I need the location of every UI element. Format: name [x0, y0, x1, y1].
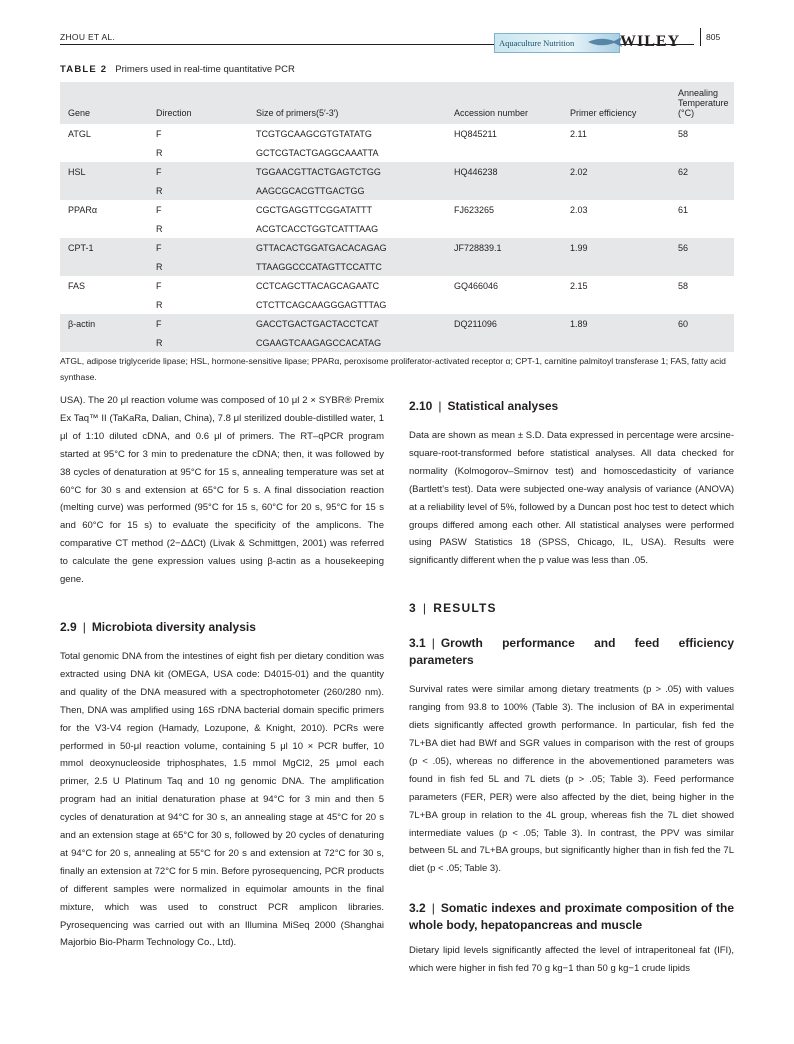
statistics-paragraph: Data are shown as mean ± S.D. Data expressed in percentage were arcsine-square-root-transformed before statistical analyses. All data checked for normality (Kolmogorov–Smirnov test) and homoscedasticity of variance (Bartlett's test). Data were subjected one-way analysis of variance (ANOVA) at a reliability level of 5%, followed by a Duncan post hoc test to detect which groups differed among each other. All statistical analyses were performed using PASW Statistics 18 (SPSS, Chicago, IL, USA). Results were significantly different when the p value was less than .05.	[409, 430, 734, 567]
table-row	[60, 200, 734, 219]
left-column	[60, 392, 384, 952]
cell-accession	[446, 181, 562, 200]
cell-direction: R	[148, 257, 248, 276]
table-row	[60, 295, 734, 314]
cell-gene: ATGL	[68, 128, 91, 139]
table-row	[60, 124, 734, 143]
cell-accession: JF728839.1	[446, 238, 562, 257]
cell-gene	[60, 143, 148, 162]
section-2-9-heading: 2.9 | Microbiota diversity analysis	[60, 619, 256, 634]
col-header-accession: Accession number	[454, 108, 529, 118]
section-2-10-heading: 2.10 | Statistical analyses	[409, 399, 559, 413]
cell-primer-sequence: AAGCGCACGTTGACTGG	[248, 181, 446, 200]
cell-efficiency	[562, 143, 670, 162]
publisher-logo: WILEY	[620, 33, 681, 50]
cell-efficiency: 1.99	[562, 238, 670, 257]
cell-direction: F	[148, 162, 248, 181]
cell-gene: PPARα	[68, 204, 98, 215]
cell-accession: FJ623265	[454, 204, 495, 215]
qpcr-paragraph: USA). The 20 μl reaction volume was composed of 10 μl 2 × SYBR® Premix Ex Taq™ II (TaKaRa, Dalian, China), 7.8 μl sterilized double-distilled water, 1 μl of 1:10 diluted cDNA, and 0.6 μl of primers. The RT–qPCR program started at 95°C for 3 min to predenature the cDNA; then, it was followed by 38 cycles of denaturation at 95°C for 15 s, annealing temperature was set at 60°C for 30 s and extension at 65°C for 5 s. A final dissociation reaction (melting curve) was performed (95°C for 15 s, 60°C for 20 s, 95°C for 15 s and 60°C for 15 s) to evaluate the specificity of the amplicons. The comparative CT method (2−ΔΔCt) (Livak & Schmittgen, 2001) was referred to calculate the gene expression values using β-actin as a housekeeping gene.	[60, 395, 384, 586]
cell-gene: HSL	[60, 162, 148, 181]
cell-efficiency	[562, 257, 670, 276]
cell-accession	[446, 257, 562, 276]
cell-efficiency	[562, 181, 670, 200]
section-number: 3.1	[409, 636, 426, 651]
col-header-direction: Direction	[156, 108, 192, 118]
cell-direction: R	[148, 181, 248, 200]
cell-accession: HQ845211	[454, 128, 497, 139]
cell-direction: F	[148, 238, 248, 257]
cell-efficiency: 1.89	[562, 314, 670, 333]
cell-accession: HQ446238	[446, 162, 562, 181]
cell-primer-sequence: CTCTTCAGCAAGGGAGTTTAG	[256, 299, 387, 310]
cell-gene	[60, 295, 148, 314]
cell-direction: F	[148, 314, 248, 333]
table-row	[60, 333, 734, 352]
cell-efficiency	[562, 219, 670, 238]
cell-gene	[60, 219, 148, 238]
col-header-annealing: Annealing Temperature (°C)	[678, 88, 729, 118]
col-header-efficiency: Primer efficiency	[570, 108, 637, 118]
section-number: 3	[409, 601, 417, 616]
cell-direction: F	[156, 280, 162, 291]
cell-accession	[446, 333, 562, 352]
cell-direction: R	[148, 333, 248, 352]
page-number: 805	[706, 32, 721, 42]
cell-primer-sequence: TTAAGGCCCATAGTTCCATTC	[248, 257, 446, 276]
cell-primer-sequence: CCTCAGCTTACAGCAGAATC	[256, 280, 380, 291]
table-row	[60, 219, 734, 238]
table-header-row	[60, 82, 734, 124]
table-row	[60, 276, 734, 295]
table-caption	[60, 64, 295, 75]
section-title: Microbiota diversity analysis	[91, 619, 256, 634]
cell-accession: GQ466046	[454, 280, 499, 291]
cell-annealing-temp	[670, 143, 734, 162]
cell-direction: R	[156, 223, 163, 234]
cell-direction: F	[156, 204, 162, 215]
table-row	[60, 257, 734, 276]
col-header-size: Size of primers(5′-3′)	[256, 108, 339, 118]
section-number: 3.2	[409, 901, 426, 916]
cell-primer-sequence: GTTACACTGGATGACACAGAG	[248, 238, 446, 257]
cell-annealing-temp: 62	[670, 162, 734, 181]
somatic-paragraph: Dietary lipid levels significantly affected the level of intraperitoneal fat (IFI), which were higher in fish fed 70 g kg−1 than 50 g kg−1 crude lipids	[409, 945, 734, 975]
section-number: 2.10	[409, 399, 433, 413]
primer-table	[60, 82, 734, 352]
cell-annealing-temp	[670, 257, 734, 276]
cell-gene: CPT-1	[60, 238, 148, 257]
section-title: Growth performance and feed efficiency parameters	[409, 636, 734, 668]
section-number: 2.9	[60, 619, 77, 634]
cell-primer-sequence: ACGTCACCTGGTCATTTAAG	[256, 223, 379, 234]
cell-annealing-temp	[670, 219, 734, 238]
table-footnote: ATGL, adipose triglyceride lipase; HSL, hormone-sensitive lipase; PPARα, peroxisome proliferator-activated receptor α; CPT-1, carnitine palmitoyl transferase 1; FAS, fatty acid synthase.	[60, 356, 726, 382]
cell-annealing-temp	[670, 295, 734, 314]
cell-efficiency: 2.02	[562, 162, 670, 181]
cell-primer-sequence: GACCTGACTGACTACCTCAT	[248, 314, 446, 333]
table-row	[60, 143, 734, 162]
cell-annealing-temp	[670, 333, 734, 352]
cell-gene	[60, 181, 148, 200]
table-label: TABLE 2	[60, 64, 108, 75]
cell-efficiency	[562, 295, 670, 314]
cell-primer-sequence: TGGAACGTTACTGAGTCTGG	[248, 162, 446, 181]
section-title: Somatic indexes and proximate composition of the whole body, hepatopancreas and muscle	[409, 901, 734, 933]
section-title: Statistical analyses	[447, 399, 559, 413]
table-title: Primers used in real-time quantitative PCR	[115, 64, 295, 75]
cell-direction: R	[156, 299, 163, 310]
table-row	[60, 162, 734, 181]
section-3-heading: 3 | RESULTS	[409, 601, 497, 616]
cell-efficiency: 2.15	[570, 280, 588, 291]
journal-name: Aquaculture Nutrition	[499, 38, 575, 48]
cell-primer-sequence: CGCTGAGGTTCGGATATTT	[256, 204, 372, 215]
right-column	[409, 398, 734, 978]
cell-annealing-temp: 58	[678, 280, 689, 291]
header-separator	[700, 28, 701, 46]
cell-accession	[446, 219, 562, 238]
col-header-gene: Gene	[68, 108, 91, 118]
cell-gene: β-actin	[60, 314, 148, 333]
cell-accession	[446, 295, 562, 314]
cell-direction: F	[156, 128, 162, 139]
cell-annealing-temp: 58	[678, 128, 689, 139]
cell-accession	[446, 143, 562, 162]
cell-primer-sequence: TCGTGCAAGCGTGTATATG	[256, 128, 372, 139]
cell-annealing-temp	[670, 181, 734, 200]
fish-logo-icon	[586, 36, 624, 48]
cell-annealing-temp: 61	[678, 204, 689, 215]
section-3-2-heading: 3.2 | Somatic indexes and proximate composition of the whole body, hepatopancreas and muscle	[409, 901, 734, 933]
growth-paragraph: Survival rates were similar among dietary treatments (p > .05) with values ranging from 93.8 to 100% (Table 3). The inclusion of BA in experimental diets significantly affected growth performance. In particular, fish fed the 7L+BA diet had BWf and SGR values in comparison with the rest of groups (p < .05), whereas no difference in the abovementioned parameters was found in fish fed 5L and 7L diets (p > .05; Table 3). Feed performance parameters (FER, PER) were also affected by the diet, being higher in the 7L+BA group in relation to the 4L group, whereas fish the 7L diet showed intermediate values (p < .05; Table 3). In contrast, the PPV was similar between 5L and 7L+BA groups, but significantly higher than in fish fed the 7L diet (p < .05; Table 3).	[409, 684, 734, 875]
cell-direction: R	[156, 147, 163, 158]
table-row	[60, 238, 734, 257]
cell-primer-sequence: CGAAGTCAAGAGCCACATAG	[248, 333, 446, 352]
microbiota-paragraph: Total genomic DNA from the intestines of eight fish per dietary condition was extracted using DNA kit (OMEGA, USA code: D4015-01) and the quantity and quality of the DNA measured with a spectrophotometer (260/280 nm). Then, DNA was amplified using 16S rDNA bacterial domain specific primers for the V3-V4 region (Hamady, Lozupone, & Knight, 2010). PCRs were performed in 50-μl reaction volume, containing 5 μl 10 × PCR buffer, 10 mmol deoxynucleoside triphosphates, 1.5 mmol MgCl2, 25 μmol each primer, 2.5 U Platinum Taq and 10 ng genomic DNA. The amplification program had an initial denaturation phase at 94°C for 3 min and then 5 cycles of denaturation at 94°C for 30 s, an annealing stage at 45°C for 20 s and an extension stage at 65°C for 30 s, followed by 20 cycles of denaturing at 94°C for 20 s, annealing at 55°C for 20 s and extension at 72°C for 30 s, finally an extension at 72°C for 5 min. Before pyrosequencing, PCR products of different samples were normalized in equimolar amounts in the final mixture, which was used to construct PCR amplicon libraries. Pyrosequencing was carried out with an Illumina MiSeq 2000 (Shanghai Majorbio Bio-Pharm Technology Co., Ltd).	[60, 650, 384, 949]
cell-efficiency: 2.03	[570, 204, 588, 215]
cell-accession: DQ211096	[446, 314, 562, 333]
table-row	[60, 181, 734, 200]
cell-annealing-temp: 56	[670, 238, 734, 257]
cell-efficiency: 2.11	[570, 128, 587, 139]
cell-primer-sequence: GCTCGTACTGAGGCAAATTA	[256, 147, 379, 158]
cell-gene	[60, 333, 148, 352]
running-header-authors: ZHOU ET AL.	[60, 32, 116, 42]
section-3-1-heading: 3.1 | Growth performance and feed efficiency parameters	[409, 636, 734, 668]
table-row	[60, 314, 734, 333]
cell-annealing-temp: 60	[670, 314, 734, 333]
cell-gene: FAS	[68, 280, 86, 291]
cell-gene	[60, 257, 148, 276]
cell-efficiency	[562, 333, 670, 352]
section-title: RESULTS	[433, 601, 497, 616]
